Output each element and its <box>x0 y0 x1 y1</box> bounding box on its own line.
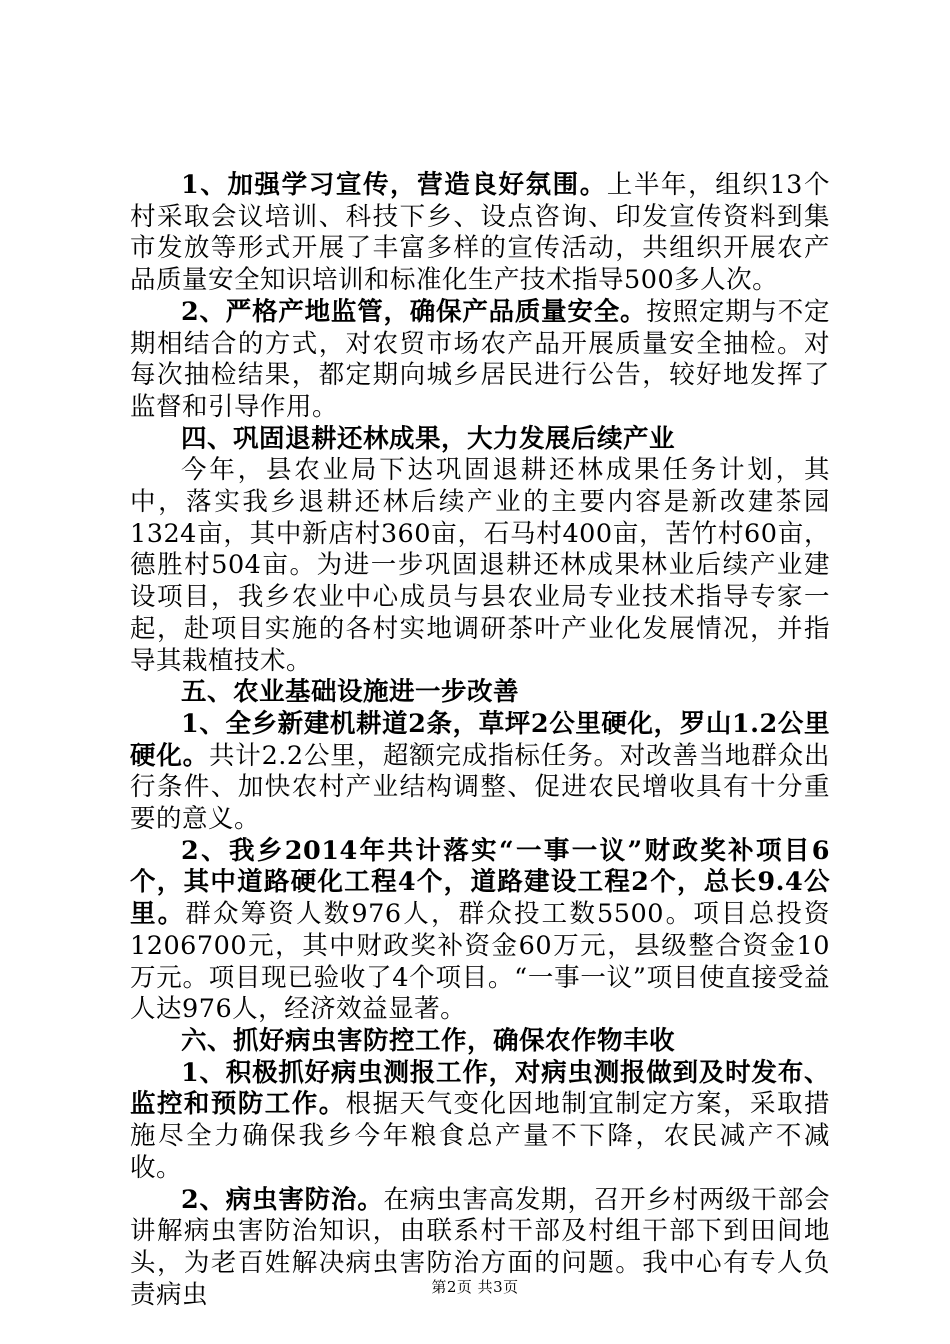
paragraph-text: 今年，县农业局下达巩固退耕还林成果任务计划，其中，落实我乡退耕还林后续产业的主要内容是新改建茶园1324亩，其中新店村360亩，石马村400亩，苦竹村60亩，德胜村504亩。为进一步巩固退耕还林成果林业后续产业建设项目，我乡农业中心成员与县农业局专业技术指导专家一起，赴项目实施的各村实地调研茶叶产业化发展情况，并指导其栽植技术。 <box>130 455 830 676</box>
paragraph-text: 按照定期与不定期相结合的方式，对农贸市场农产品开展质量安全抽检。对每次抽检结果，都定期向城乡居民进行公告，较好地发挥了监督和引导作用。 <box>130 296 830 422</box>
paragraph-pest-forecast <box>130 1058 830 1185</box>
paragraph-text: 在病虫害高发期，召开乡村两级干部会讲解病虫害防治知识，由联系村干部及村组干部下到田间地头，为老百姓解决病虫害防治方面的问题。我中心有专人负责病虫 <box>130 1184 830 1310</box>
paragraph-heading: 1、积极抓好病虫测报工作，对病虫测报做到及时发布、监控和预防工作。 <box>130 1057 830 1120</box>
section-heading-5: 五、农业基础设施进一步改善 <box>181 677 520 708</box>
paragraph-text: 根据天气变化因地制宜制定方案，采取措施尽全力确保我乡今年粮食总产量不下降，农民减产不减收。 <box>130 1089 830 1183</box>
paragraph-heading: 1、全乡新建机耕道2条，草坪2公里硬化，罗山1.2公里硬化。 <box>130 708 830 771</box>
paragraph-heading: 2、病虫害防治。 <box>181 1184 384 1215</box>
paragraph-text: 共计2.2公里，超额完成指标任务。对改善当地群众出行条件、加快农村产业结构调整、促进农民增收具有十分重要的意义。 <box>130 740 830 835</box>
section-heading-4: 四、巩固退耕还林成果，大力发展后续产业 <box>181 423 676 454</box>
paragraph-supervision <box>130 297 830 424</box>
paragraph-text: 上半年，组织13个村采取会议培训、科技下乡、设点咨询、印发宣传资料到集市发放等形式开展了丰富多样的宣传活动，共组织开展农产品质量安全知识培训和标准化生产技术指导500多人次。 <box>130 170 830 296</box>
paragraph-heading: 2、严格产地监管，确保产品质量安全。 <box>181 296 647 327</box>
document-body <box>130 170 830 1311</box>
paragraph-text: 群众筹资人数976人，群众投工数5500。项目总投资1206700元，其中财政奖补资金60万元，县级整合资金10万元。项目现已验收了4个项目。“一事一议”项目使直接受益人达976人，经济效益显著。 <box>130 899 830 1025</box>
paragraph-farm-roads <box>130 709 830 836</box>
paragraph-publicity <box>130 170 830 297</box>
paragraph-subsidy-projects <box>130 836 830 1026</box>
paragraph-heading: 1、加强学习宣传，营造良好氛围。 <box>181 170 607 200</box>
paragraph-heading: 2、我乡2014年共计落实“一事一议”财政奖补项目6个，其中道路硬化工程4个，道路建设工程2个，总长9.4公里。 <box>130 835 830 930</box>
page-footer: 第2页 共3页 <box>431 1278 519 1296</box>
paragraph-reforestation <box>130 455 830 677</box>
section-heading-6: 六、抓好病虫害防控工作，确保农作物丰收 <box>181 1025 676 1056</box>
